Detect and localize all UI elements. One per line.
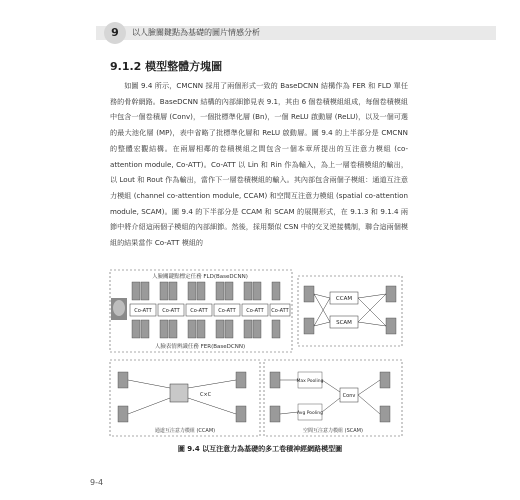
model-diagram xyxy=(108,268,408,440)
chapter-number: 9 xyxy=(104,22,126,44)
lin-map xyxy=(304,286,314,302)
body-text xyxy=(110,78,408,251)
coatt-label: Co-ATT xyxy=(190,308,208,314)
page-number: 9-4 xyxy=(90,478,104,487)
ccam-label: CCAM xyxy=(335,296,353,302)
scam-label: SCAM xyxy=(336,320,352,326)
lout-map xyxy=(386,286,396,302)
avg-pooling-label: Avg Pooling xyxy=(296,411,324,416)
ccam-caption: 通道互注意力模組 (CCAM) xyxy=(154,428,216,434)
coatt-label: Co-ATT xyxy=(134,308,152,314)
fer-label: 人臉表情辨識任務 FER(BaseDCNN) xyxy=(154,344,246,350)
figure-caption: 圖 9.4 以互注意力為基礎的多工卷積神經網路模型圖 xyxy=(177,445,343,453)
cxc-label: C×C xyxy=(200,392,212,398)
figure xyxy=(108,268,408,440)
page-header xyxy=(0,22,520,44)
fld-label: 人臉關鍵點標定任務 FLD(BaseDCNN) xyxy=(152,274,248,280)
scam-block xyxy=(264,360,402,436)
max-pooling-label: Max Pooling xyxy=(296,379,324,384)
paragraph: 如圖 9.4 所示，CMCNN 採用了兩個形式一致的 BaseDCNN 結構作為 FER 和 FLD 單任務的骨幹網路。BaseDCNN 結構的內部細節見表 9.1，其由 6 個卷積模組組成，每個卷積模組中包含一個卷積層 (Conv)，一個批標準化層 (Bn)，一個 ReLU 啟動層 (ReLU)，以及一個可選的最大池化層 (MP)，表中省略了批標準化層和 ReLU 啟動層。圖 9.4 的上半部分是 CMCNN 的整體宏觀結構。在兩層相鄰的卷積模組之間包含一個本章所提出的互注意力模組 (co-attention module, Co-ATT)。Co-ATT 以 Lin 和 Rin 作為輸入，為上一層卷積模組的輸出，以 Lout 和 Rout 作為輸出，當作下一層卷積模組的輸入。其內部包含兩個子模組：通道互注意力模組 (channel co-attention module, CCAM) 和空間互注意力模組 (spatial co-attention module, SCAM)。圖 9.4 的下半部分是 CCAM 和 SCAM 的展開形式，在 9.1.3 和 9.1.4 兩節中將介紹這兩個子模組的內部細節。然後，採用類似 CSN 中的交叉逆接機制，聯合這兩個模組的結果當作 Co-ATT 模組的 xyxy=(110,81,408,248)
running-title: 以人臉關鍵點為基礎的圖片情感分析 xyxy=(132,28,260,37)
conv-label: Conv xyxy=(342,393,356,399)
rout-map xyxy=(386,318,396,334)
coatt-label: Co-ATT xyxy=(218,308,236,314)
coatt-label: Co-ATT xyxy=(271,308,289,314)
section-heading: 9.1.2 模型整體方塊圖 xyxy=(110,60,223,73)
face-shape xyxy=(113,300,125,316)
coatt-label: Co-ATT xyxy=(246,308,264,314)
affinity-matrix xyxy=(170,384,188,402)
scam-caption: 空間互注意力模組 (SCAM) xyxy=(303,428,363,434)
coatt-label: Co-ATT xyxy=(162,308,180,314)
rin-map xyxy=(304,318,314,334)
